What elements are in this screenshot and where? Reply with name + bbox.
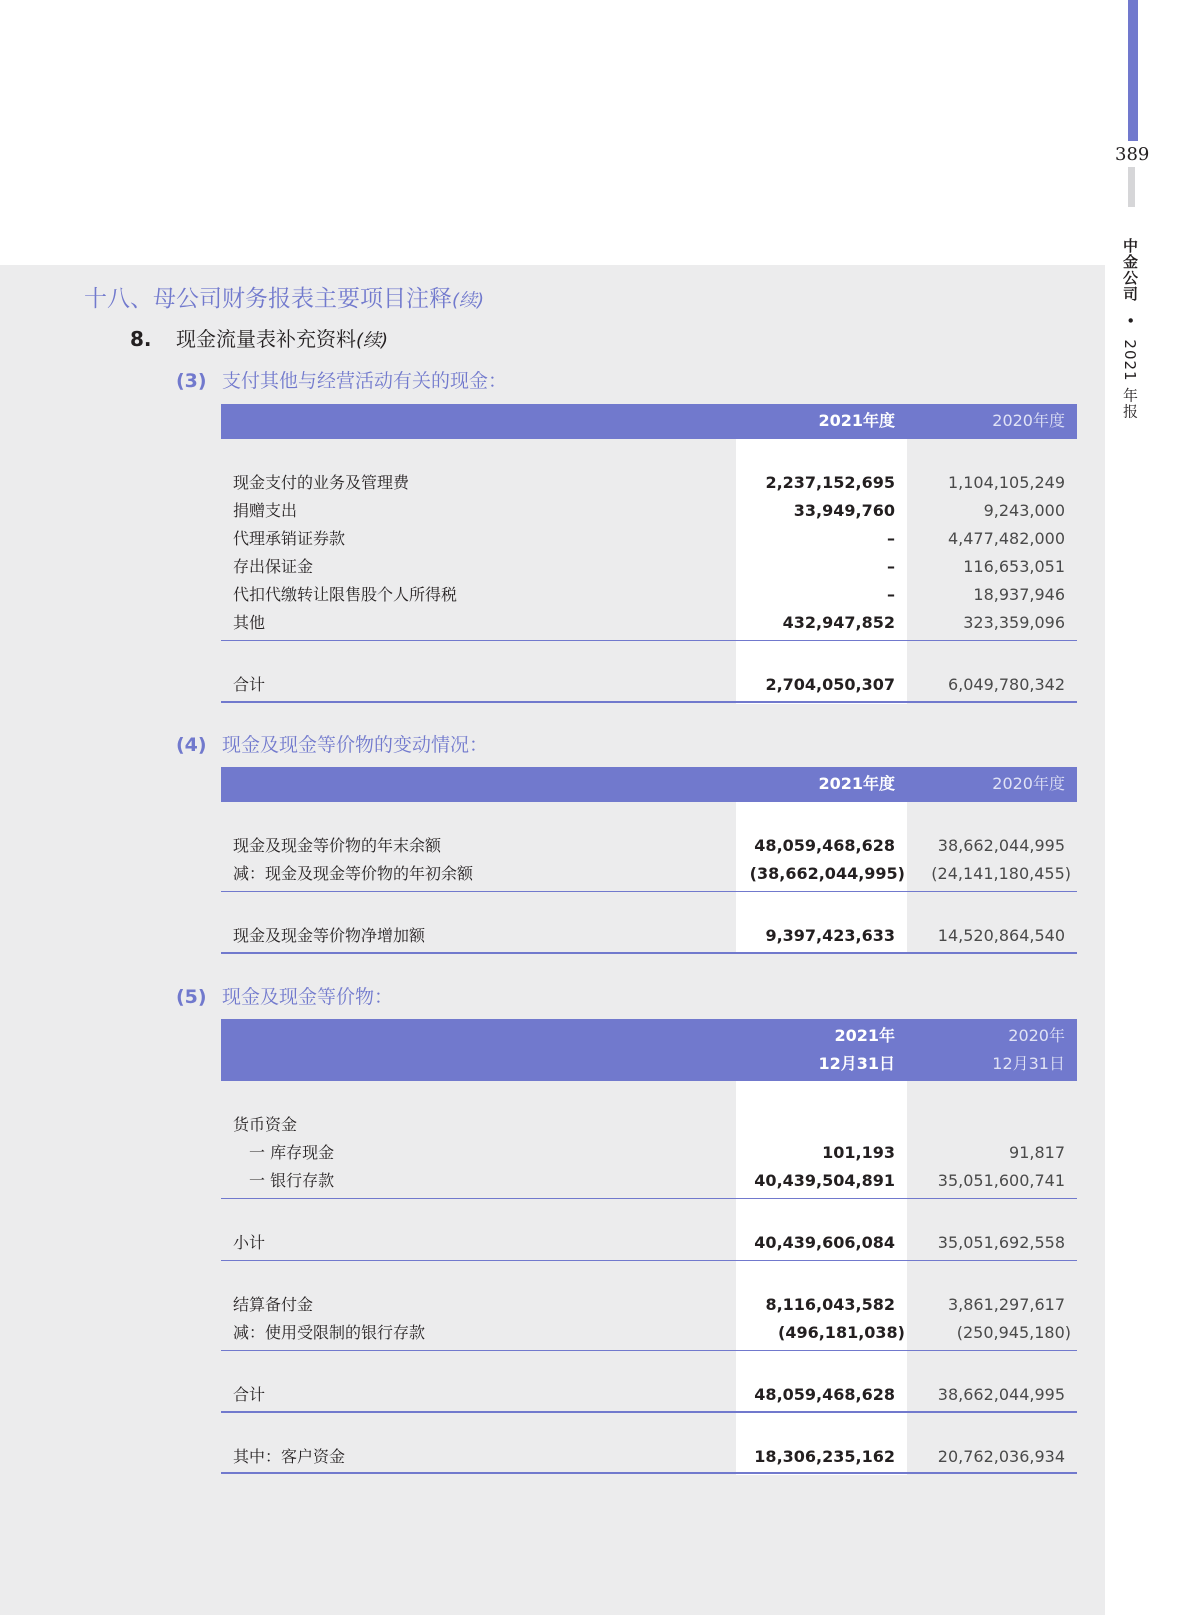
value-2020: 9,243,000	[983, 501, 1065, 520]
value-2020: 1,104,105,249	[947, 473, 1065, 492]
side-separator: •	[1121, 315, 1139, 326]
row-label: 代理承销证券款	[233, 529, 346, 548]
section-5-heading	[176, 982, 393, 1009]
section-5-number: (5)	[176, 986, 207, 1008]
section-5-title: 现金及现金等价物：	[222, 986, 394, 1008]
section-4-title: 现金及现金等价物的变动情况：	[222, 734, 489, 756]
header-2021-date: 12月31日	[818, 1054, 895, 1073]
row-label: 现金及现金等价物的年末余额	[233, 836, 442, 855]
row-label: 其他	[233, 613, 266, 632]
table-row	[221, 832, 1077, 860]
total-row	[221, 1381, 1077, 1409]
table-row	[221, 1139, 1077, 1167]
value-2021: 9,397,423,633	[765, 926, 895, 945]
table-row	[221, 497, 1077, 525]
table-row	[221, 1319, 1077, 1347]
table-header	[221, 767, 1077, 802]
table-row	[221, 469, 1077, 497]
value-2020: (24,141,180,455)	[931, 864, 1071, 883]
value-2021: 2,237,152,695	[765, 473, 895, 492]
value-2021: (496,181,038)	[778, 1323, 905, 1342]
value-2021: 432,947,852	[782, 613, 895, 632]
note-number: 8.	[130, 327, 152, 351]
value-2020: 3,861,297,617	[947, 1295, 1065, 1314]
value-2020: 20,762,036,934	[937, 1447, 1065, 1466]
page-number: 389	[1115, 144, 1150, 165]
side-running-title	[1120, 238, 1141, 419]
total-rule	[221, 701, 1077, 703]
table-row	[221, 1111, 1077, 1139]
table-row	[221, 581, 1077, 609]
section-3-heading	[176, 366, 507, 393]
row-label: 合计	[233, 675, 266, 694]
header-2021: 2021年度	[818, 411, 895, 430]
row-label: 减：使用受限制的银行存款	[233, 1323, 426, 1342]
section-3-title: 支付其他与经营活动有关的现金：	[222, 370, 508, 392]
value-2021: –	[887, 529, 895, 548]
row-label: 货币资金	[233, 1115, 298, 1134]
value-2021: 101,193	[822, 1143, 895, 1162]
value-2020: 35,051,692,558	[937, 1233, 1065, 1252]
total-row	[221, 671, 1077, 699]
header-2020-date: 12月31日	[992, 1054, 1065, 1073]
row-label: 结算备付金	[233, 1295, 314, 1314]
row-label: 小计	[233, 1233, 266, 1252]
value-2020: 18,937,946	[973, 585, 1065, 604]
section-4-heading	[176, 730, 488, 757]
table-header	[221, 1019, 1077, 1081]
value-2021: (38,662,044,995)	[749, 864, 905, 883]
value-2020: 35,051,600,741	[937, 1171, 1065, 1190]
total-rule	[221, 1472, 1077, 1474]
value-2020: (250,945,180)	[956, 1323, 1071, 1342]
table-row	[221, 1167, 1077, 1195]
value-2021: –	[887, 585, 895, 604]
section-3-table	[221, 404, 1077, 704]
value-2021: 8,116,043,582	[765, 1295, 895, 1314]
row-label: 一 银行存款	[249, 1171, 335, 1190]
header-2020: 2020年度	[992, 411, 1065, 430]
value-2021: 2,704,050,307	[765, 675, 895, 694]
chapter-heading-cont: (续)	[452, 290, 485, 311]
value-2020: 4,477,482,000	[947, 529, 1065, 548]
side-report-title: 2021 年报	[1121, 339, 1139, 420]
value-2020: 14,520,864,540	[937, 926, 1065, 945]
subtotal-row	[221, 1229, 1077, 1257]
value-2021: 40,439,606,084	[754, 1233, 895, 1252]
row-label: 合计	[233, 1385, 266, 1404]
table-row	[221, 525, 1077, 553]
row-divider	[221, 1350, 1077, 1351]
table-row	[221, 1291, 1077, 1319]
section-3-number: (3)	[176, 370, 207, 392]
section-4-number: (4)	[176, 734, 207, 756]
note-title: 现金流量表补充资料	[176, 327, 356, 351]
side-divider-bar	[1128, 167, 1135, 207]
value-2020: 323,359,096	[963, 613, 1065, 632]
value-2020: 38,662,044,995	[937, 836, 1065, 855]
total-row	[221, 922, 1077, 950]
chapter-heading-text: 十八、母公司财务报表主要项目注释	[84, 286, 452, 312]
client-funds-row	[221, 1443, 1077, 1471]
table-header	[221, 404, 1077, 439]
row-label: 存出保证金	[233, 557, 314, 576]
row-divider	[221, 891, 1077, 892]
section-4-table	[221, 767, 1077, 954]
value-2020: 116,653,051	[963, 557, 1065, 576]
row-divider	[221, 1260, 1077, 1261]
note-heading	[130, 323, 388, 352]
row-label: 现金及现金等价物净增加额	[233, 926, 426, 945]
side-brand: 中金公司	[1121, 238, 1139, 302]
header-2021: 2021年度	[818, 774, 895, 793]
value-2021: 18,306,235,162	[754, 1447, 895, 1466]
row-label: 现金支付的业务及管理费	[233, 473, 410, 492]
value-2021: 33,949,760	[793, 501, 895, 520]
header-2020-year: 2020年	[1008, 1026, 1065, 1045]
table-row	[221, 553, 1077, 581]
row-label: 其中：客户资金	[233, 1447, 346, 1466]
row-label: 代扣代缴转让限售股个人所得税	[233, 585, 458, 604]
value-2020: 6,049,780,342	[947, 675, 1065, 694]
table-row	[221, 609, 1077, 637]
value-2020: 91,817	[1009, 1143, 1065, 1162]
side-accent-bar	[1128, 0, 1138, 141]
total-rule	[221, 1411, 1077, 1413]
value-2020: 38,662,044,995	[937, 1385, 1065, 1404]
header-2020: 2020年度	[992, 774, 1065, 793]
value-2021: 48,059,468,628	[754, 1385, 895, 1404]
note-title-cont: (续)	[356, 330, 389, 351]
table-row	[221, 860, 1077, 888]
value-2021: –	[887, 557, 895, 576]
row-label: 捐赠支出	[233, 501, 298, 520]
row-label: 减：现金及现金等价物的年初余额	[233, 864, 474, 883]
row-label: 一 库存现金	[249, 1143, 335, 1162]
value-2021: 40,439,504,891	[754, 1171, 895, 1190]
chapter-heading	[84, 280, 484, 313]
section-5-table	[221, 1019, 1077, 1475]
row-divider	[221, 1198, 1077, 1199]
header-2021-year: 2021年	[834, 1026, 895, 1045]
value-2021: 48,059,468,628	[754, 836, 895, 855]
total-rule	[221, 952, 1077, 954]
row-divider	[221, 640, 1077, 641]
